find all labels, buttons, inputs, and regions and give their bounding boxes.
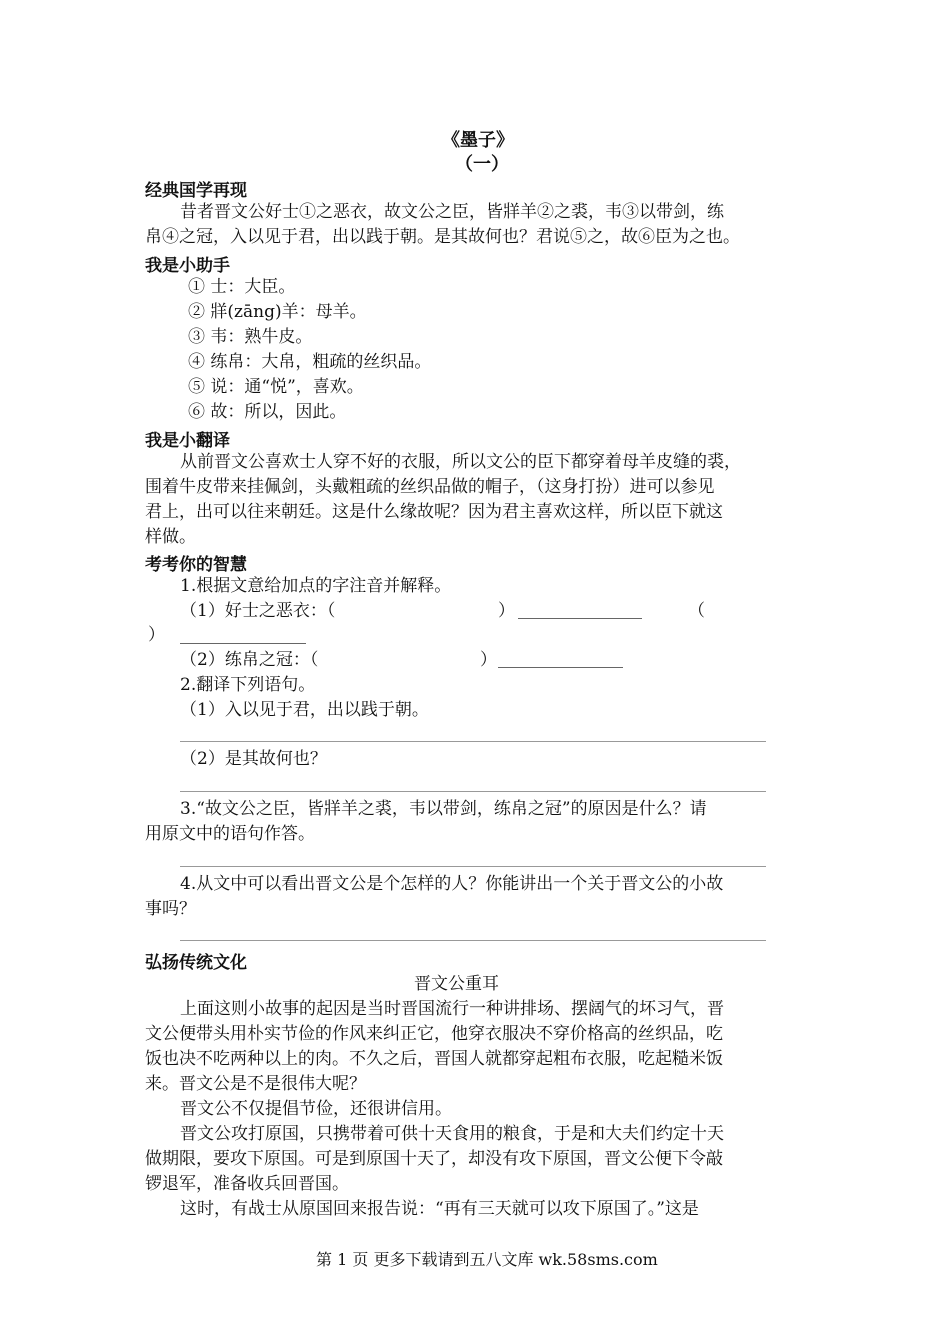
classic-text-line: 帛④之冠，入以见于君，出以践于朝。是其故何也？君说⑤之，故⑥臣为之也。 bbox=[145, 227, 740, 247]
story-line: 来。晋文公是不是很伟大呢？ bbox=[145, 1074, 366, 1094]
translation-line: 样做。 bbox=[145, 527, 196, 547]
note-item: ⑤ 说：通“悦”，喜欢。 bbox=[188, 377, 364, 397]
translation-line: 君上，出可以往来朝廷。这是什么缘故呢？因为君主喜欢这样，所以臣下就这 bbox=[145, 502, 723, 522]
story-line: 锣退军，准备收兵回晋国。 bbox=[145, 1174, 349, 1194]
answer-blank-1b[interactable] bbox=[498, 667, 623, 668]
translation-line: 从前晋文公喜欢士人穿不好的衣服，所以文公的臣下都穿着母羊皮缝的裘， bbox=[180, 452, 741, 472]
question-1: 1.根据文意给加点的字注音并解释。 bbox=[180, 576, 452, 596]
note-item: ④ 练帛：大帛，粗疏的丝织品。 bbox=[188, 352, 432, 372]
paren-close: ） bbox=[480, 650, 497, 670]
story-line: 这时，有战士从原国回来报告说：“再有三天就可以攻下原国了。”这是 bbox=[180, 1199, 699, 1219]
section-heading-translation: 我是小翻译 bbox=[145, 431, 230, 451]
paren-close: ） bbox=[498, 601, 515, 621]
story-line: 晋文公不仅提倡节俭，还很讲信用。 bbox=[180, 1099, 452, 1119]
note-item: ③ 韦：熟牛皮。 bbox=[188, 327, 313, 347]
paren-close: ） bbox=[148, 625, 165, 645]
question-3-line: 3.“故文公之臣，皆牂羊之裘，韦以带剑，练帛之冠”的原因是什么？请 bbox=[180, 799, 707, 819]
question-2: 2.翻译下列语句。 bbox=[180, 675, 316, 695]
story-line: 上面这则小故事的起因是当时晋国流行一种讲排场、摆阔气的坏习气，晋 bbox=[180, 999, 724, 1019]
question-4-line: 4.从文中可以看出晋文公是个怎样的人？你能讲出一个关于晋文公的小故 bbox=[180, 874, 724, 894]
story-line: 饭也决不吃两种以上的肉。不久之后，晋国人就都穿起粗布衣服，吃起糙米饭 bbox=[145, 1049, 723, 1069]
section-heading-quiz: 考考你的智慧 bbox=[145, 555, 247, 575]
section-heading-helper: 我是小助手 bbox=[145, 256, 230, 276]
answer-line-4[interactable] bbox=[180, 940, 766, 941]
story-line: 文公便带头用朴实节俭的作风来纠正它，他穿衣服决不穿价格高的丝织品，吃 bbox=[145, 1024, 723, 1044]
section-heading-classic: 经典国学再现 bbox=[145, 181, 247, 201]
question-3-line: 用原文中的语句作答。 bbox=[145, 824, 315, 844]
question-2a: （1）入以见于君，出以践于朝。 bbox=[180, 700, 429, 720]
question-4-line: 事吗？ bbox=[145, 899, 196, 919]
answer-line-2b[interactable] bbox=[180, 791, 766, 792]
note-item: ① 士：大臣。 bbox=[188, 277, 296, 297]
page-title: 《墨子》 bbox=[442, 130, 514, 151]
story-line: 晋文公攻打原国，只携带着可供十天食用的粮食，于是和大夫们约定十天 bbox=[180, 1124, 724, 1144]
translation-line: 围着牛皮带来挂佩剑，头戴粗疏的丝织品做的帽子，（这身打扮）进可以参见 bbox=[145, 477, 715, 497]
section-heading-culture: 弘扬传统文化 bbox=[145, 953, 247, 973]
page-footer: 第 1 页 更多下载请到五八文库 wk.58sms.com bbox=[316, 1250, 658, 1269]
story-line: 做期限，要攻下原国。可是到原国十天了，却没有攻下原国，晋文公便下令敲 bbox=[145, 1149, 723, 1169]
paren-open: （ bbox=[688, 601, 705, 621]
note-item: ② 牂(zāng)羊：母羊。 bbox=[188, 302, 367, 322]
answer-blank-1a-pinyin[interactable] bbox=[518, 618, 642, 619]
answer-line-2a[interactable] bbox=[180, 741, 766, 742]
question-2b: （2）是其故何也？ bbox=[180, 749, 327, 769]
answer-line-3[interactable] bbox=[180, 866, 766, 867]
page-subtitle: （一） bbox=[455, 154, 509, 175]
classic-text-line: 昔者晋文公好士①之恶衣，故文公之臣，皆牂羊②之裘，韦③以带剑，练 bbox=[180, 202, 724, 222]
question-1b-label: （2）练帛之冠：（ bbox=[180, 650, 319, 670]
story-title: 晋文公重耳 bbox=[414, 974, 499, 994]
answer-blank-1a-meaning[interactable] bbox=[180, 643, 306, 644]
question-1a-label: （1）好士之恶衣：（ bbox=[180, 601, 336, 621]
note-item: ⑥ 故：所以，因此。 bbox=[188, 402, 347, 422]
